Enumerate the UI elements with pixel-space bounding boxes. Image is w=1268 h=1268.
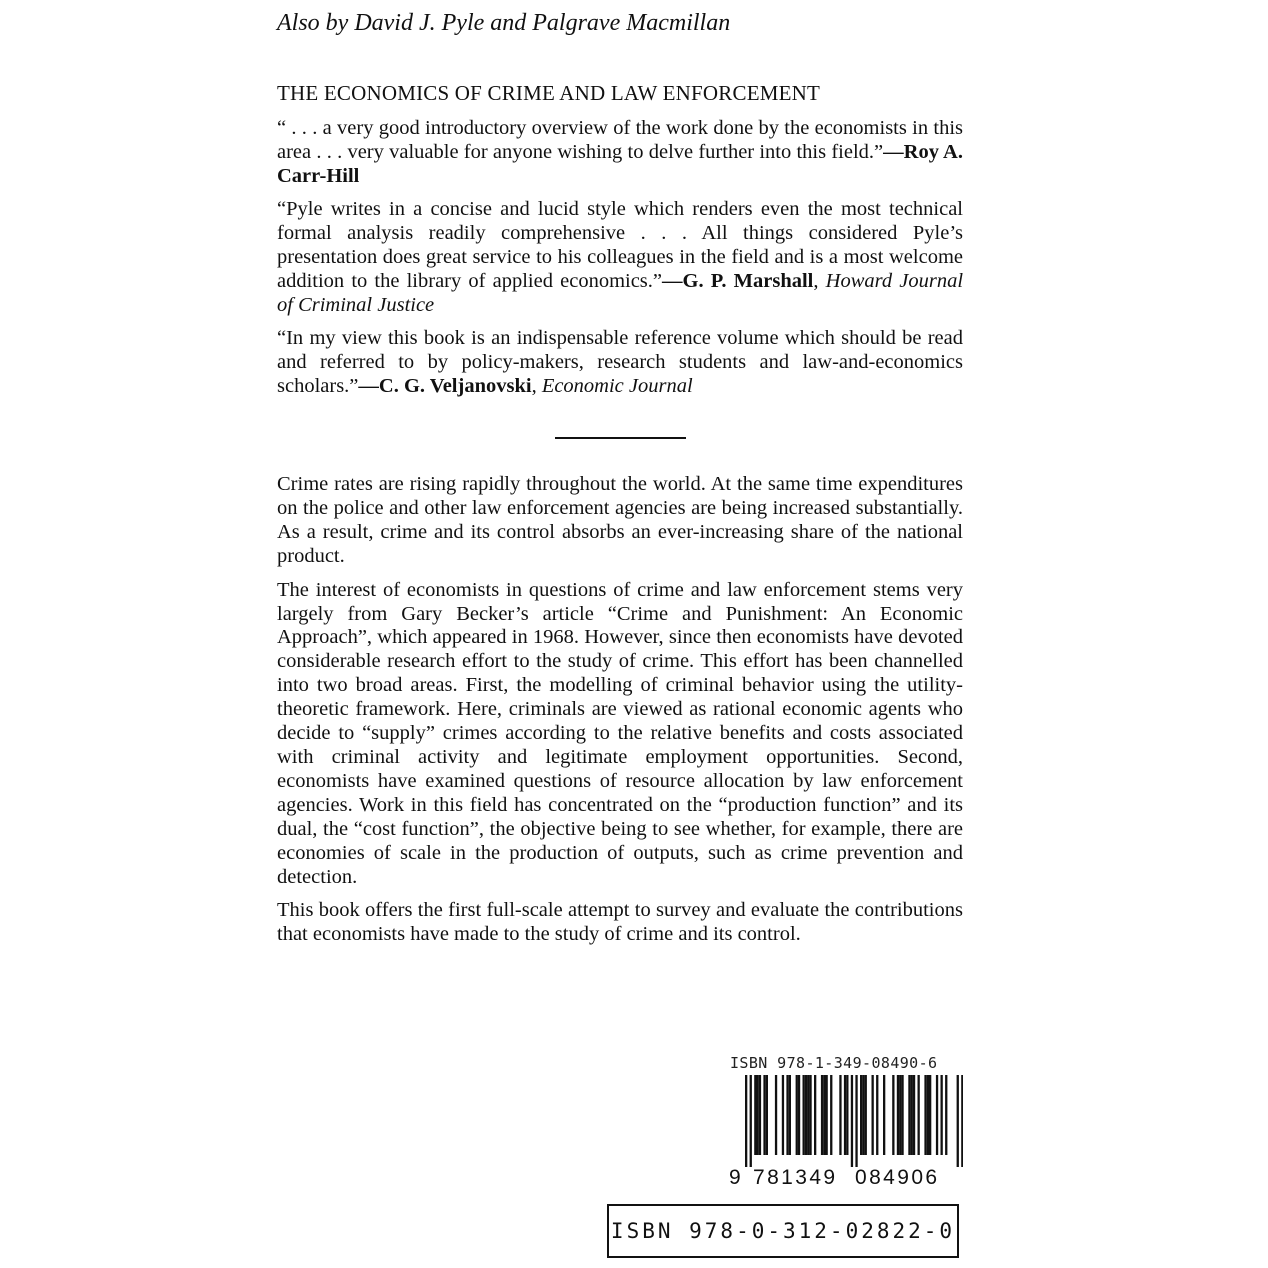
barcode-bar	[757, 1075, 759, 1155]
barcode-left-digits: 781349	[753, 1166, 838, 1189]
barcode-bar	[851, 1075, 853, 1167]
barcode-bar	[786, 1075, 788, 1155]
reviewer-name: G. P. Marshall	[682, 269, 814, 292]
barcode-bar	[796, 1075, 798, 1155]
reviewer-name: C. G. Veljanovski	[378, 374, 532, 397]
barcode-bar	[830, 1075, 832, 1155]
barcode-bar	[860, 1075, 862, 1155]
review-dash: —	[358, 374, 379, 397]
barcode-bar	[763, 1075, 765, 1155]
barcode-bar	[883, 1075, 885, 1155]
barcode-bar	[766, 1075, 768, 1155]
barcode-bar	[897, 1075, 899, 1155]
barcode	[727, 1054, 967, 1189]
barcode-bar	[929, 1075, 931, 1155]
barcode-bar	[789, 1075, 791, 1155]
barcode-bar	[775, 1075, 777, 1155]
barcode-bar	[908, 1075, 910, 1155]
related-book-title: THE ECONOMICS OF CRIME AND LAW ENFORCEMENT	[277, 81, 821, 105]
barcode-bar	[821, 1075, 823, 1155]
barcode-bar	[901, 1075, 903, 1155]
review-quote: “In my view this book is an indispensable reference volume which should be read and referred to by policy-makers, research students and law-and-economics scholars.”	[277, 327, 963, 397]
also-by-heading: Also by David J. Pyle and Palgrave Macmillan	[277, 10, 731, 36]
barcode-bar	[745, 1075, 747, 1167]
barcode-bar	[913, 1075, 915, 1155]
barcode-bar	[855, 1075, 857, 1167]
barcode-bar	[809, 1075, 811, 1155]
barcode-bar	[814, 1075, 816, 1155]
barcode-bar	[782, 1075, 784, 1155]
description-paragraph: Crime rates are rising rapidly throughout the world. At the same time expenditures on the police and other law enforcement agencies are being increased substantially. As a result, crime and its control absorbs an ever-increasing share of the national product.	[277, 473, 963, 567]
barcode-bar	[862, 1075, 864, 1155]
review-1	[277, 117, 963, 188]
barcode-bar	[876, 1075, 878, 1155]
barcode-first-digit: 9	[729, 1166, 741, 1189]
barcode-bar	[918, 1075, 920, 1155]
review-quote: “Pyle writes in a concise and lucid style which renders even the most technical formal analysis readily comprehensive . . . All things considered Pyle’s presentation does great service to his colleagues in the field and is a most welcome addition to the library of applied economics.”	[277, 198, 963, 292]
barcode-bar	[892, 1075, 894, 1155]
barcode-isbn-label: ISBN 978-1-349-08490-6	[730, 1054, 938, 1072]
review-dash: —	[662, 269, 683, 292]
review-dash: —	[883, 140, 904, 163]
review-2: “Pyle writes in a concise and lucid style which renders even the most technical formal analysis readily comprehensive . . . All things considered Pyle’s presentation does great service to his colleagues in the field and is a most welcome addition to the library of applied economics.”—G. P. Marshall, Howard Journal of Criminal Justice	[277, 198, 964, 316]
reviewer-name: Roy A. Carr-Hill	[277, 140, 963, 187]
barcode-bar	[872, 1075, 874, 1155]
description-paragraph: The interest of economists in questions of crime and law enforcement stems very largely from Gary Becker’s article “Crime and Punishment: An Economic Approach”, which appeared in 1968. However, since then economists have devoted considerable research effort to the study of crime. This effort has been channelled into two broad areas. First, the modelling of criminal behavior using the utility-theoretic framework. Here, criminals are viewed as rational economic agents who decide to “supply” crimes according to the relative benefits and costs associated with criminal activity and legitimate employment opportunities. Second, economists have examined questions of resource allocation by law enforcement agencies. Work in this field has concentrated on the “production function” and its dual, the “cost function”, the objective being to see whether, for example, there are economies of scale in the production of outputs, such as crime prevention and detection.	[277, 578, 963, 888]
barcode-bar	[927, 1075, 929, 1155]
reviews-section	[277, 117, 963, 409]
book-description	[277, 473, 963, 957]
barcode-bar	[844, 1075, 846, 1155]
barcode-bar	[865, 1075, 867, 1155]
barcode-bar	[945, 1075, 947, 1155]
barcode-bar	[754, 1075, 756, 1155]
barcode-bar	[846, 1075, 848, 1155]
barcode-bar	[961, 1075, 963, 1167]
barcode-bar	[807, 1075, 809, 1155]
review-quote: “ . . . a very good introductory overview of the work done by the economists in this area . . . very valuable for anyone wishing to delve further into this field.”	[277, 117, 963, 163]
barcode-bar	[936, 1075, 938, 1155]
review-publication: Howard Journal of Criminal Justice	[277, 269, 964, 316]
description-paragraph: This book offers the first full-scale attempt to survey and evaluate the contributions that economists have made to the study of crime and its control.	[277, 899, 963, 946]
barcode-bar	[826, 1075, 828, 1155]
barcode-bar	[750, 1075, 752, 1167]
isbn-box: ISBN 978-0-312-02822-0	[607, 1204, 959, 1258]
barcode-bar	[823, 1075, 825, 1155]
barcode-bar	[798, 1075, 800, 1155]
review-3: “In my view this book is an indispensable reference volume which should be read and referred to by policy-makers, research students and law-and-economics scholars.”—C. G. Veljanovski, Economic Journal	[277, 327, 963, 397]
barcode-bar	[839, 1075, 841, 1155]
barcode-bar	[805, 1075, 807, 1155]
barcode-bar	[911, 1075, 913, 1155]
barcode-bar	[899, 1075, 901, 1155]
barcode-bar	[924, 1075, 926, 1155]
barcode-bars	[727, 1075, 963, 1167]
section-divider	[555, 437, 686, 439]
barcode-bar	[957, 1075, 959, 1167]
barcode-bar	[941, 1075, 943, 1155]
barcode-right-digits: 084906	[855, 1166, 940, 1189]
review-publication: Economic Journal	[541, 374, 693, 397]
barcode-bar	[759, 1075, 761, 1155]
barcode-bar	[803, 1075, 805, 1155]
